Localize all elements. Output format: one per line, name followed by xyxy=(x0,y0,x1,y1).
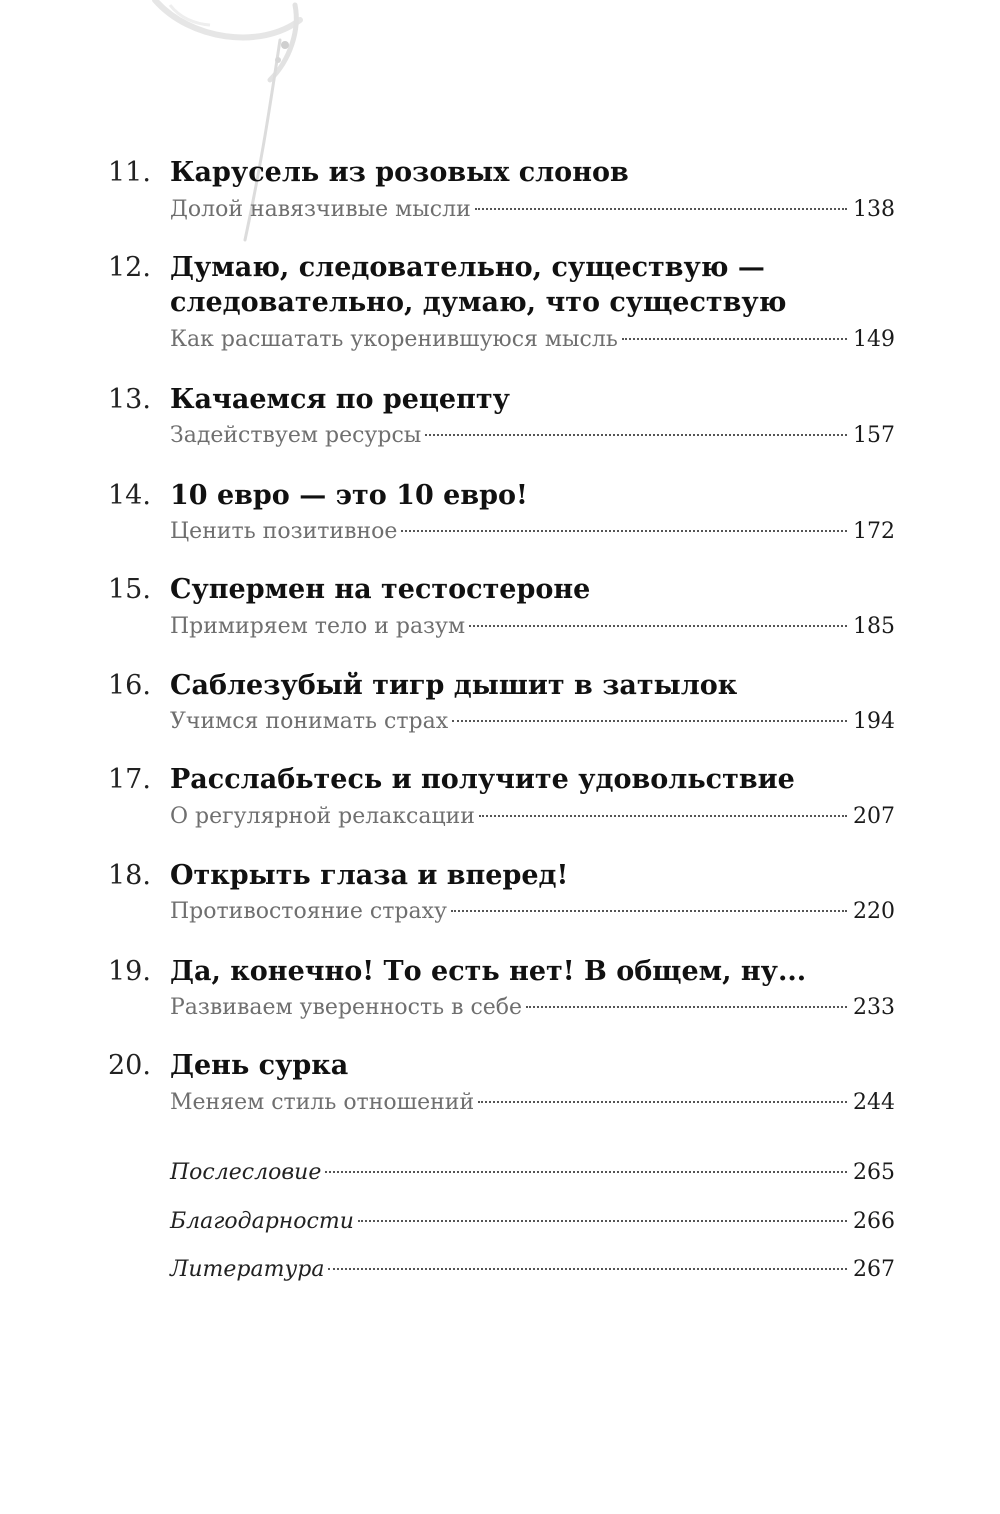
chapter-subtitle: Ценить позитивное xyxy=(170,519,398,544)
chapter-subtitle: Противостояние страху xyxy=(170,899,447,924)
chapter-subtitle-line xyxy=(170,192,895,228)
chapter-subtitle: О регулярной релаксации xyxy=(170,804,475,829)
back-matter-label[interactable]: Литература xyxy=(170,1257,325,1282)
chapter-subtitle: Учимся понимать страх xyxy=(170,709,449,734)
toc-entry-afterword xyxy=(170,1155,895,1191)
chapter-subtitle-line xyxy=(170,799,895,835)
page-number[interactable]: 172 xyxy=(853,519,895,544)
dot-leader xyxy=(475,208,847,210)
chapter-subtitle-line xyxy=(170,704,895,740)
chapter-subtitle-line xyxy=(170,894,895,930)
page-number[interactable]: 267 xyxy=(853,1257,895,1282)
page-number[interactable]: 233 xyxy=(853,995,895,1020)
chapter-subtitle-line xyxy=(170,418,895,454)
chapter-heading xyxy=(108,570,590,610)
page-number[interactable]: 265 xyxy=(853,1160,895,1185)
chapter-number: 18. xyxy=(108,860,151,891)
page-number[interactable]: 157 xyxy=(853,423,895,448)
chapter-title[interactable]: Качаемся по рецепту xyxy=(170,384,510,415)
chapter-subtitle: Долой навязчивые мысли xyxy=(170,197,471,222)
chapter-number: 12. xyxy=(108,252,151,283)
dot-leader xyxy=(469,625,847,627)
chapter-title-continuation[interactable]: следовательно, думаю, что существую xyxy=(170,287,787,318)
chapter-subtitle-line xyxy=(170,514,895,550)
chapter-heading xyxy=(108,952,806,992)
chapter-number: 19. xyxy=(108,956,151,987)
dot-leader xyxy=(478,1101,847,1103)
page-number[interactable]: 244 xyxy=(853,1090,895,1115)
chapter-subtitle: Меняем стиль отношений xyxy=(170,1090,475,1115)
chapter-subtitle: Примиряем тело и разум xyxy=(170,614,466,639)
dot-leader xyxy=(425,434,847,436)
dot-leader xyxy=(325,1171,847,1173)
chapter-subtitle: Задействуем ресурсы xyxy=(170,423,422,448)
toc-entry-literature xyxy=(170,1252,895,1288)
chapter-title[interactable]: Супермен на тестостероне xyxy=(170,574,591,605)
page-number[interactable]: 185 xyxy=(853,614,895,639)
chapter-subtitle-line xyxy=(170,609,895,645)
chapter-heading xyxy=(108,153,629,193)
chapter-title[interactable]: Расслабьтесь и получите удовольствие xyxy=(170,764,795,795)
chapter-title[interactable]: Открыть глаза и вперед! xyxy=(170,860,569,891)
dot-leader xyxy=(526,1006,847,1008)
chapter-heading xyxy=(108,760,795,800)
chapter-title[interactable]: 10 евро — это 10 евро! xyxy=(170,480,528,511)
chapter-number: 14. xyxy=(108,480,151,511)
chapter-number: 20. xyxy=(108,1050,151,1081)
back-matter-label[interactable]: Послесловие xyxy=(170,1160,322,1185)
page-number[interactable]: 149 xyxy=(853,327,895,352)
chapter-number: 11. xyxy=(108,157,151,188)
chapter-heading xyxy=(108,1046,348,1086)
chapter-heading xyxy=(108,380,510,420)
chapter-title[interactable]: Саблезубый тигр дышит в затылок xyxy=(170,670,738,701)
chapter-subtitle: Как расшатать укоренившуюся мысль xyxy=(170,327,618,352)
dot-leader xyxy=(479,815,847,817)
dot-leader xyxy=(328,1268,847,1270)
page-number[interactable]: 207 xyxy=(853,804,895,829)
dot-leader xyxy=(622,338,847,340)
chapter-heading xyxy=(108,476,528,516)
dot-leader xyxy=(452,720,847,722)
chapter-subtitle-line xyxy=(170,322,895,358)
chapter-heading xyxy=(108,666,737,706)
chapter-heading xyxy=(108,856,568,896)
chapter-title[interactable]: Думаю, следовательно, существую — xyxy=(170,252,765,283)
chapter-heading xyxy=(108,248,765,288)
chapter-number: 15. xyxy=(108,574,151,605)
chapter-subtitle-line xyxy=(170,1085,895,1121)
chapter-title[interactable]: Карусель из розовых слонов xyxy=(170,157,629,188)
chapter-number: 13. xyxy=(108,384,151,415)
chapter-number: 17. xyxy=(108,764,151,795)
dot-leader xyxy=(451,910,847,912)
chapter-subtitle: Развиваем уверенность в себе xyxy=(170,995,523,1020)
dot-leader xyxy=(358,1220,847,1222)
page-number[interactable]: 138 xyxy=(853,197,895,222)
page-number[interactable]: 220 xyxy=(853,899,895,924)
toc-entry-acknowledgements xyxy=(170,1204,895,1240)
chapter-title[interactable]: День сурка xyxy=(170,1050,349,1081)
chapter-title[interactable]: Да, конечно! То есть нет! В общем, ну... xyxy=(170,956,807,987)
chapter-subtitle-line xyxy=(170,990,895,1026)
chapter-number: 16. xyxy=(108,670,151,701)
page-number[interactable]: 194 xyxy=(853,709,895,734)
dot-leader xyxy=(401,530,847,532)
back-matter-label[interactable]: Благодарности xyxy=(170,1209,354,1234)
page-number[interactable]: 266 xyxy=(853,1209,895,1234)
